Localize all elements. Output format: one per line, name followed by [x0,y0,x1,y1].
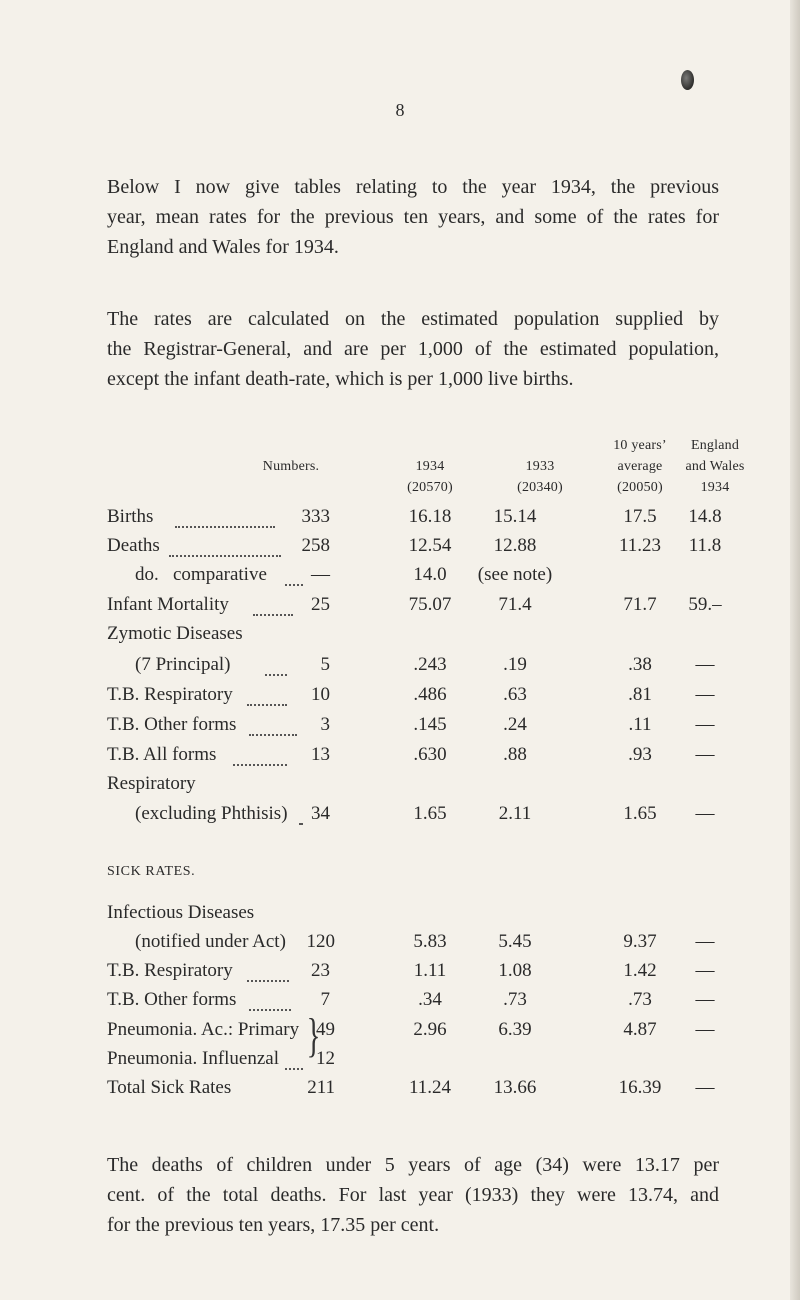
row-label: Infant Mortality [107,594,229,615]
row-number: 12 [316,1048,335,1069]
table-row [0,654,800,682]
cell-1933: .88 [503,744,527,765]
table-row [0,931,800,959]
section-heading [0,864,800,892]
sick-rates-heading: SICK RATES. [107,864,196,879]
cell-1934: 2.96 [413,1019,447,1040]
closing-line: cent. of the total deaths. For last year (1933) they were 13.74, and [107,1184,719,1206]
row-label: T.B. Respiratory [107,684,233,705]
cell-1934: .486 [413,684,447,705]
cell-england: — [695,960,715,981]
cell-1933: 15.14 [493,506,537,527]
row-number: 333 [301,506,330,527]
rates-paragraph [107,304,719,394]
table-row [0,960,800,988]
table-row [0,744,800,772]
table-row [0,623,800,651]
cell-england: — [695,744,715,765]
cell-1934: 5.83 [413,931,447,952]
cell-england: 11.8 [688,535,722,556]
row-label: Infectious Diseases [107,902,255,923]
row-label: T.B. Other forms [107,714,237,735]
table-row [0,773,800,801]
closing-line: The deaths of children under 5 years of age (34) were 13.17 per [107,1154,719,1176]
cell-average: .81 [628,684,652,705]
cell-1933: .73 [503,989,527,1010]
page-number: 8 [395,100,405,120]
intro-line: England and Wales for 1934. [107,236,339,258]
cell-1934: .243 [413,654,447,675]
cell-1933: 5.45 [498,931,532,952]
cell-1933: 2.11 [498,803,532,824]
rates-line: The rates are calculated on the estimated population supplied by [107,308,719,330]
cell-1934: 75.07 [408,594,452,615]
cell-1933: 13.66 [493,1077,537,1098]
cell-england: — [695,1077,715,1098]
row-label: Zymotic Diseases [107,623,243,644]
closing-paragraph [107,1150,719,1240]
cell-average: 17.5 [623,506,657,527]
row-number: — [311,564,330,585]
closing-line: for the previous ten years, 17.35 per cent. [107,1214,440,1236]
cell-1934: 12.54 [408,535,452,556]
binder-hole [681,70,694,90]
header-average-line1: 10 years’ [613,438,667,453]
cell-average: .11 [628,714,652,735]
row-label: T.B. Respiratory [107,960,233,981]
cell-1933: 71.4 [498,594,532,615]
table-row [0,1077,800,1105]
row-label: (notified under Act) [135,931,286,952]
row-number: 25 [311,594,330,615]
cell-1933: (see note) [477,564,553,585]
cell-england: — [695,989,715,1010]
row-number: 13 [311,744,330,765]
cell-average: 1.42 [623,960,657,981]
row-number: 10 [311,684,330,705]
cell-england: — [695,803,715,824]
row-number: 5 [320,654,330,675]
leader-dots [169,555,281,557]
header-1933-population: (20340) [517,480,563,495]
row-label: (excluding Phthisis) [135,803,288,824]
header-1934: 1934 [415,459,445,474]
table-row [0,803,800,831]
row-label: Pneumonia. Ac.: Primary [107,1019,300,1040]
row-number: 211 [307,1077,335,1098]
cell-england: — [695,931,715,952]
header-average-line2: average [617,459,663,474]
row-number: 49 [316,1019,335,1040]
header-1933: 1933 [525,459,555,474]
table-row [0,1048,800,1076]
rates-line: the Registrar-General, and are per 1,000 of the estimated population, [107,338,719,360]
row-number: 3 [320,714,330,735]
cell-england: — [695,714,715,735]
row-label: T.B. All forms [107,744,217,765]
cell-average: 4.87 [623,1019,657,1040]
table-row [0,989,800,1017]
header-england-line1: England [690,438,740,453]
cell-1933: .63 [503,684,527,705]
cell-1933: 6.39 [498,1019,532,1040]
leader-dots [175,526,275,528]
cell-1934: 11.24 [408,1077,452,1098]
table-row [0,594,800,622]
table-row [0,684,800,712]
cell-england: 59.– [688,594,722,615]
cell-england: 14.8 [688,506,722,527]
cell-average: 11.23 [618,535,662,556]
row-label: Pneumonia. Influenzal [107,1048,280,1069]
rates-line: except the infant death-rate, which is per 1,000 live births. [107,368,574,390]
cell-england: — [695,654,715,675]
row-label: (7 Principal) [135,654,231,675]
table-row [0,535,800,563]
cell-1934: 14.0 [413,564,447,585]
cell-average: 16.39 [618,1077,662,1098]
cell-average: .73 [628,989,652,1010]
intro-line: Below I now give tables relating to the year 1934, the previous [107,176,719,198]
cell-average: .38 [628,654,652,675]
table-row [0,1019,800,1047]
row-number: 34 [311,803,330,824]
cell-1933: 1.08 [498,960,532,981]
row-label: Births [107,506,154,527]
intro-line: year, mean rates for the previous ten years, and some of the rates for [107,206,719,228]
row-label: T.B. Other forms [107,989,237,1010]
cell-average: .93 [628,744,652,765]
row-label: Total Sick Rates [107,1077,232,1098]
cell-england: — [695,684,715,705]
cell-average: 1.65 [623,803,657,824]
row-number: 120 [306,931,335,952]
row-label: Deaths [107,535,160,556]
cell-1934: .145 [413,714,447,735]
table-row [0,902,800,930]
row-number: 258 [301,535,330,556]
header-england-year: 1934 [700,480,730,495]
header-england-line2: and Wales [685,459,745,474]
table-row [0,564,800,592]
header-average-population: (20050) [617,480,663,495]
leader-dots [233,764,287,766]
cell-1934: 1.11 [413,960,447,981]
cell-england: — [695,1019,715,1040]
cell-1933: .24 [503,714,527,735]
cell-1934: 16.18 [408,506,452,527]
table-row [0,506,800,534]
cell-1934: .630 [413,744,447,765]
row-number: 23 [311,960,330,981]
row-label: do. comparative [135,564,267,585]
cell-1934: .34 [418,989,442,1010]
row-label: Respiratory [107,773,196,794]
header-1934-population: (20570) [407,480,453,495]
cell-1933: .19 [503,654,527,675]
intro-paragraph [107,172,719,262]
cell-1934: 1.65 [413,803,447,824]
cell-1933: 12.88 [493,535,537,556]
table-row [0,714,800,742]
row-number: 7 [320,989,330,1010]
cell-average: 71.7 [623,594,657,615]
cell-average: 9.37 [623,931,657,952]
header-numbers: Numbers. [262,459,320,474]
grouping-brace: } [306,1009,321,1062]
